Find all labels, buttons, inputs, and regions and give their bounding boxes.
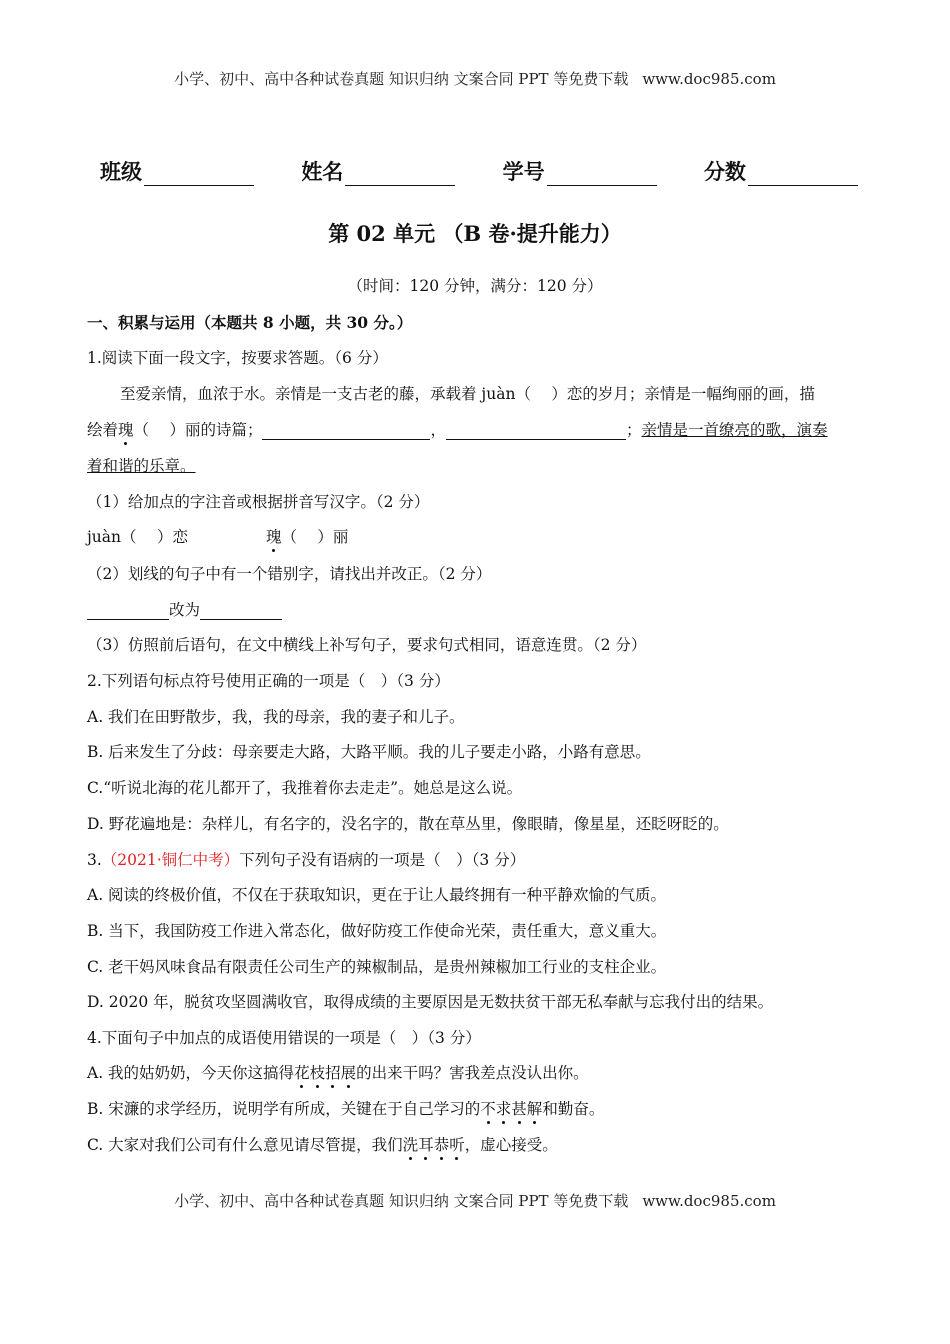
student-info-fields [100,156,898,186]
dotted-char: 求 [495,1100,512,1118]
q1-paragraph-line3: 着和谐的乐章。 [87,457,196,475]
dotted-idiom [480,1100,542,1118]
fill-blank-1[interactable] [262,421,430,440]
q1-paragraph-line2: 绘着瑰（ ）丽的诗篇； ， ；亲情是一首缭亮的歌，演奏 [87,421,828,439]
dotted-char: 枝 [309,1064,326,1082]
dotted-char: 听 [449,1136,465,1154]
section-heading: 一、积累与运用（本题共 8 小题，共 30 分。） [87,313,413,332]
number-field[interactable]: 学号 [503,156,657,186]
q1-sub1-answers [87,527,348,547]
q1-stem: 1.阅读下面一段文字，按要求答题。（6 分） [87,349,388,367]
q3-option-a[interactable]: A. 阅读的终极价值，不仅在于获取知识，更在于让人最终拥有一种平静欢愉的气质。 [87,886,667,904]
q4-option-c[interactable]: C. 大家对我们公司有什么意见请尽管提，我们洗耳恭听，虚心接受。 [87,1136,558,1154]
q4-option-a[interactable]: A. 我的姑奶奶，今天你这搞得花枝招展的出来干吗？害我差点没认出你。 [87,1064,589,1082]
dotted-char: 解 [526,1100,543,1118]
underlined-sentence: 亲情是一首缭亮的歌，演奏 [641,421,828,439]
q4-option-b[interactable]: B. 宋濂的求学经历，说明学有所成，关键在于自己学习的不求甚解和勤奋。 [87,1100,605,1118]
dotted-char: 不 [480,1100,496,1118]
header-url[interactable]: www.doc985.com [642,70,776,88]
answer-gui[interactable]: （ ）丽 [281,528,349,546]
page-header [0,68,950,89]
name-field[interactable]: 姓名 [301,156,455,186]
dotted-char: 瑰 [118,421,134,439]
answer-juan[interactable]: juàn（ ）恋 [87,528,188,546]
q1-sub2-answer: 改为 [87,600,282,620]
header-text: 小学、初中、高中各种试卷真题 知识归纳 文案合同 PPT 等免费下载 [174,70,629,88]
q3-source: （2021·铜仁中考） [101,851,240,869]
page-title: 第 02 单元 （B 卷·提升能力） [328,221,622,246]
page-footer [0,1190,950,1211]
q2-stem: 2.下列语句标点符号使用正确的一项是（ ）（3 分） [87,672,450,690]
dotted-char: 洗 [402,1136,419,1154]
dotted-idiom [403,1136,465,1154]
q1-sub2: （2）划线的句子中有一个错别字，请找出并改正。（2 分） [87,565,492,583]
footer-url[interactable]: www.doc985.com [642,1192,776,1210]
q2-option-d[interactable]: D. 野花遍地是：杂样儿，有名字的，没名字的，散在草丛里，像眼睛，像星星，还眨呀眨的。 [87,815,729,833]
q3-option-c[interactable]: C. 老干妈风味食品有限责任公司生产的辣椒制品，是贵州辣椒加工行业的支柱企业。 [87,958,667,976]
q2-option-a[interactable]: A. 我们在田野散步，我，我的母亲，我的妻子和儿子。 [87,708,465,726]
score-field[interactable]: 分数 [704,156,858,186]
q4-stem: 4.下面句子中加点的成语使用错误的一项是（ ）（3 分） [87,1029,481,1047]
dotted-char: 瑰 [265,528,282,546]
dotted-char: 耳 [418,1136,434,1154]
q3-stem: 3.（2021·铜仁中考）下列句子没有语病的一项是（ ）（3 分） [87,851,526,869]
q1-sub3: （3）仿照前后语句，在文中横线上补写句子，要求句式相同，语意连贯。（2 分） [87,636,647,654]
footer-text: 小学、初中、高中各种试卷真题 知识归纳 文案合同 PPT 等免费下载 [174,1192,629,1210]
q2-option-b[interactable]: B. 后来发生了分歧：母亲要走大路，大路平顺。我的儿子要走小路，小路有意思。 [87,743,651,761]
dotted-char: 花 [294,1064,310,1082]
fill-blank-2[interactable] [446,421,626,440]
dotted-idiom [294,1064,356,1082]
q1-paragraph-line1: 至爱亲情，血浓于水。亲情是一支古老的藤，承载着 juàn（ ）恋的岁月；亲情是一幅绚丽的画，描 [120,385,815,403]
dotted-char: 甚 [511,1100,527,1118]
dotted-char: 恭 [433,1136,450,1154]
class-field[interactable]: 班级 [100,156,254,186]
q3-option-d[interactable]: D. 2020 年，脱贫攻坚圆满收官，取得成绩的主要原因是无数扶贫干部无私奉献与忘我付出的结果。 [87,993,774,1011]
correct-char-blank[interactable] [200,601,282,620]
exam-time-info: （时间：120 分钟，满分：120 分） [347,277,603,295]
q3-option-b[interactable]: B. 当下，我国防疫工作进入常态化，做好防疫工作使命光荣，责任重大，意义重大。 [87,922,667,940]
q1-sub1: （1）给加点的字注音或根据拼音写汉字。（2 分） [87,493,430,511]
dotted-char: 招 [325,1064,341,1082]
q2-option-c[interactable]: C.“听说北海的花儿都开了，我推着你去走走”。她总是这么说。 [87,779,523,797]
wrong-char-blank[interactable] [87,601,169,620]
dotted-char: 展 [340,1064,357,1082]
